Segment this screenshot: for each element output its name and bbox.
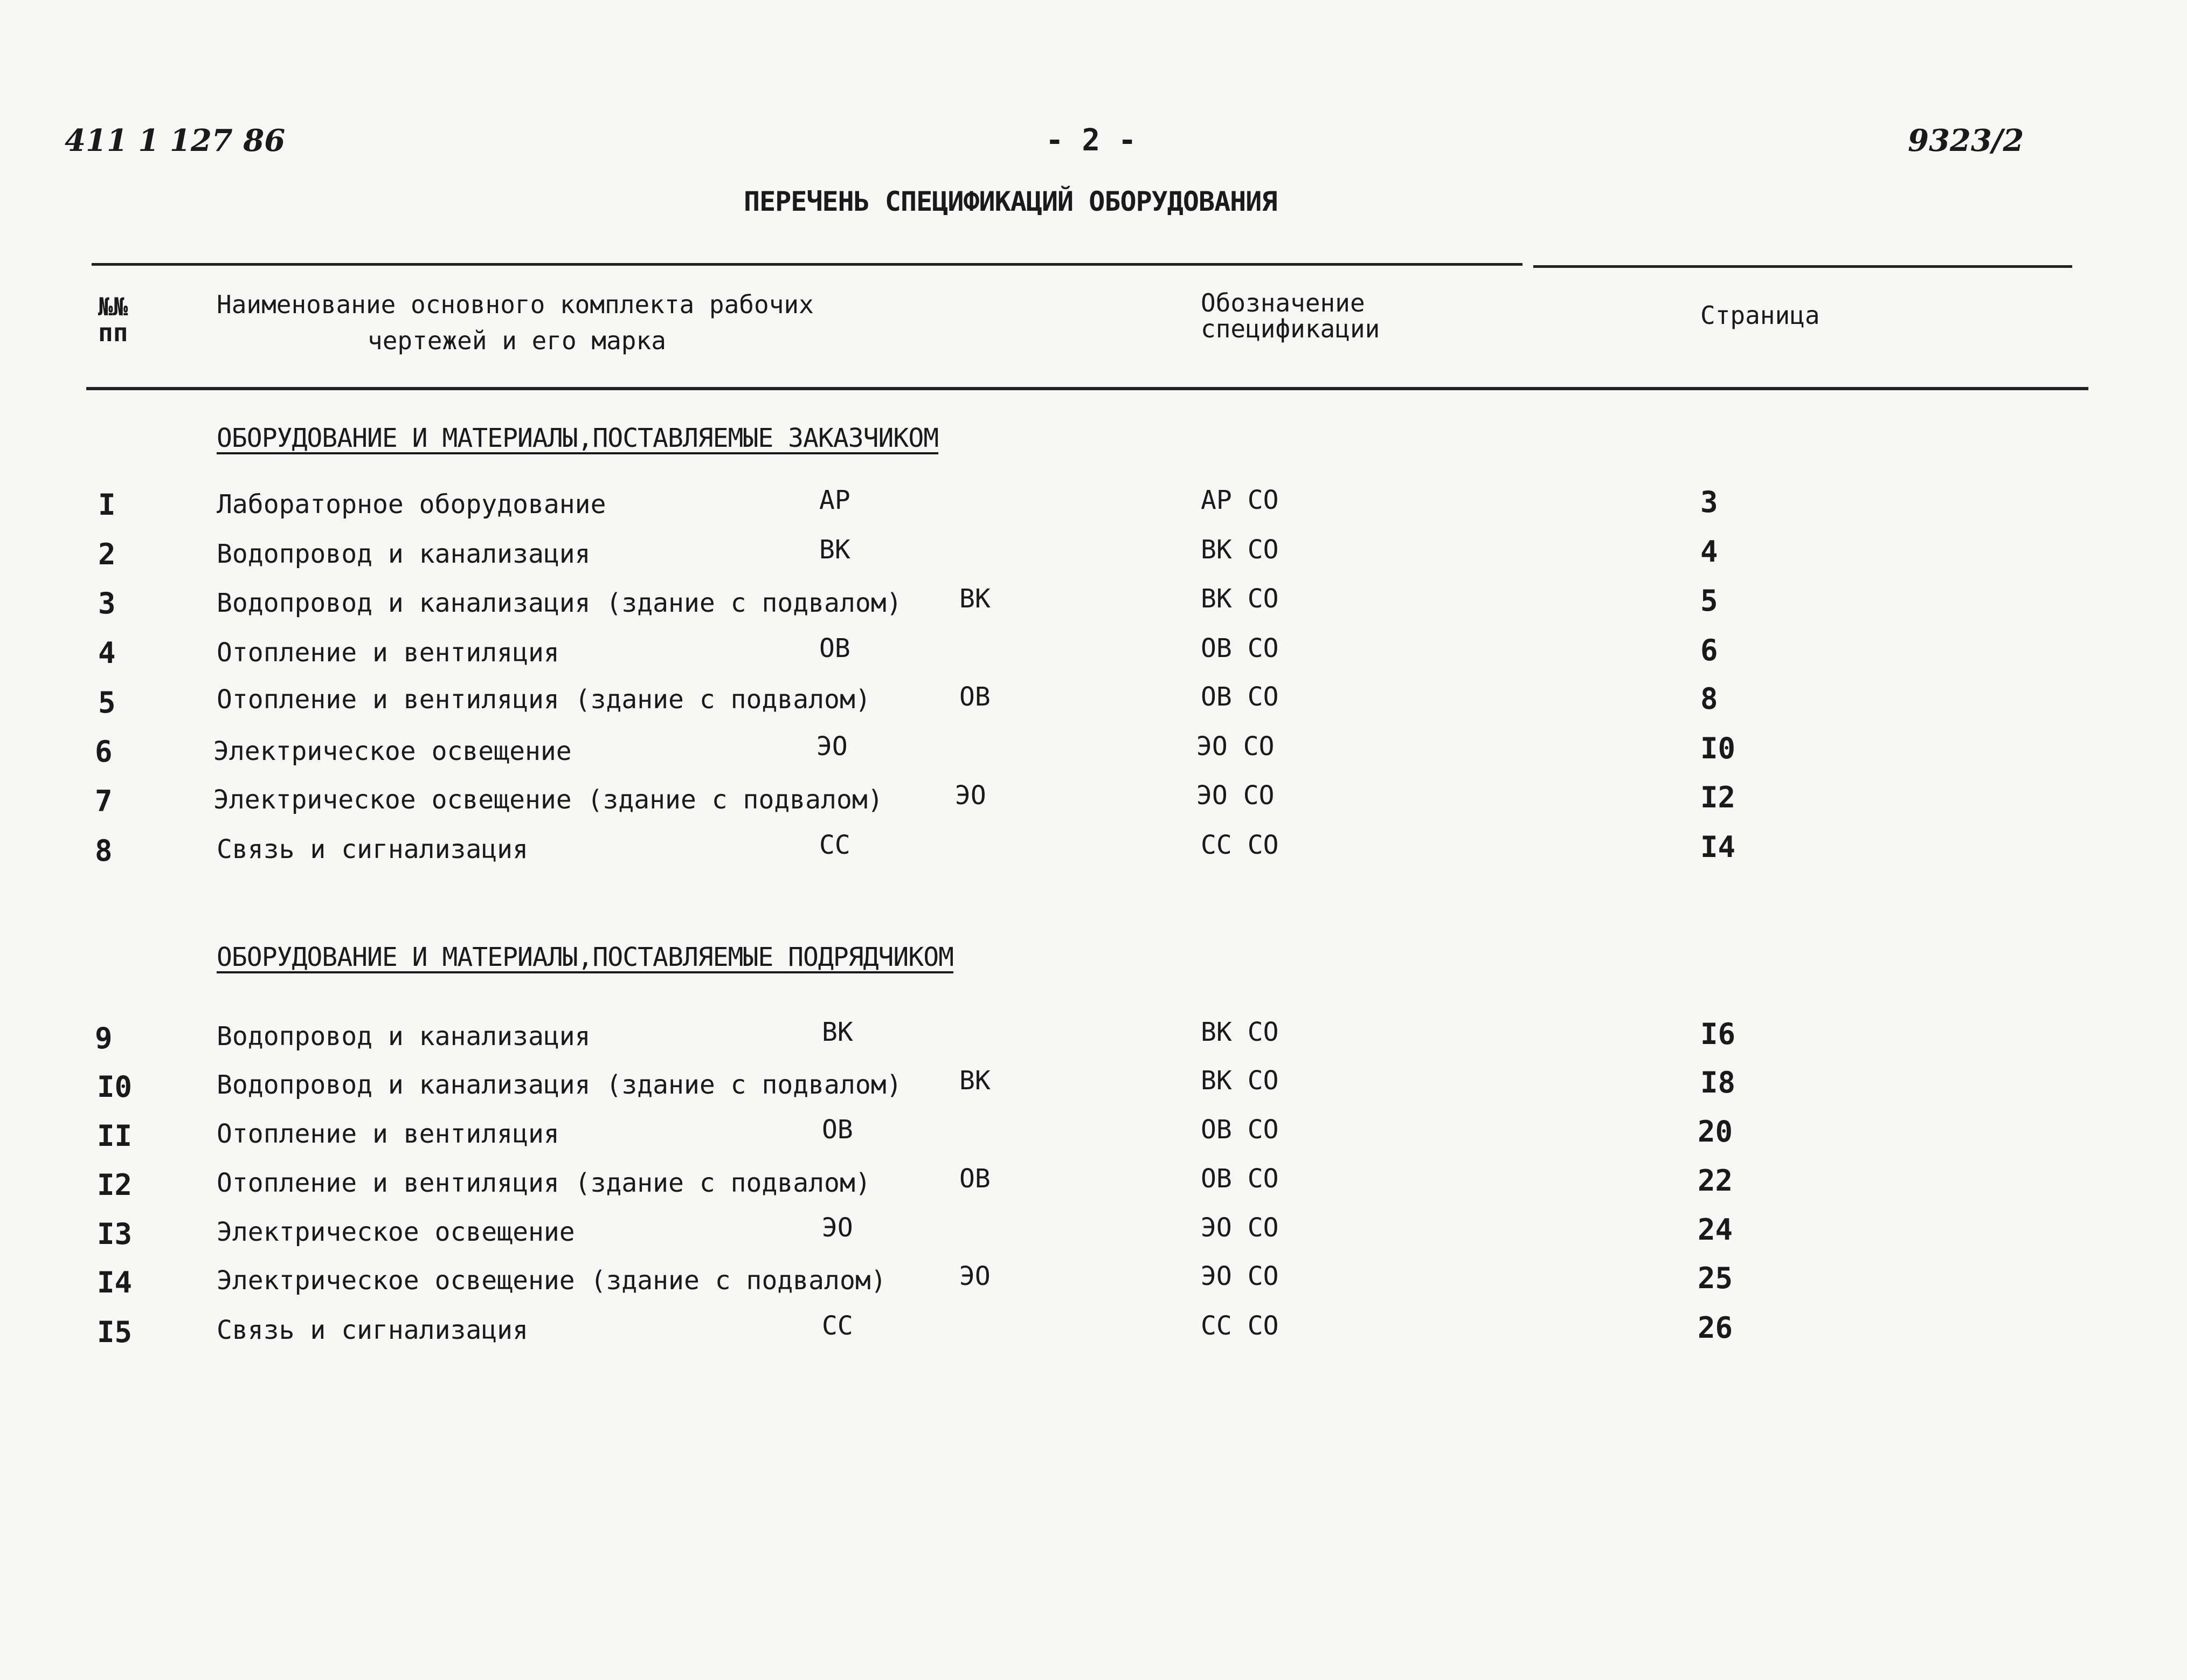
row-page: I2 bbox=[1700, 780, 1736, 814]
row-page: 26 bbox=[1698, 1311, 1733, 1345]
row-mark: ВК bbox=[959, 584, 991, 614]
row-page: 4 bbox=[1700, 535, 1718, 569]
row-name: Электрическое освещение (здание с подвалом) bbox=[217, 1266, 887, 1296]
row-spec: СС СО bbox=[1201, 1311, 1279, 1341]
row-spec: ЭО СО bbox=[1201, 1213, 1279, 1243]
row-name: Связь и сигнализация bbox=[217, 834, 528, 865]
row-spec: ОВ СО bbox=[1201, 1164, 1279, 1194]
row-name: Водопровод и канализация bbox=[217, 1021, 591, 1052]
row-spec: ВК СО bbox=[1201, 535, 1279, 565]
row-mark: ЭО bbox=[822, 1213, 853, 1243]
row-spec: ЭО СО bbox=[1196, 780, 1275, 811]
row-page: I4 bbox=[1700, 830, 1736, 864]
row-number: 3 bbox=[98, 586, 116, 620]
row-name: Отопление и вентиляция (здание с подвалом) bbox=[217, 1168, 871, 1198]
row-number: I0 bbox=[97, 1070, 133, 1104]
row-name: Лабораторное оборудование bbox=[217, 489, 606, 520]
row-page: 20 bbox=[1698, 1115, 1733, 1149]
row-mark: ВК bbox=[959, 1066, 991, 1096]
row-page: 8 bbox=[1700, 682, 1718, 716]
row-number: 6 bbox=[95, 735, 113, 769]
row-number: I2 bbox=[97, 1168, 133, 1202]
row-name: Отопление и вентиляция bbox=[217, 638, 559, 668]
col-header-spec-1: Обозначение bbox=[1201, 288, 1365, 317]
row-number: I5 bbox=[97, 1315, 133, 1349]
doc-code: 411 1 127 86 bbox=[65, 123, 286, 158]
row-spec: СС СО bbox=[1201, 830, 1279, 860]
section-title-customer: ОБОРУДОВАНИЕ И МАТЕРИАЛЫ,ПОСТАВЛЯЕМЫЕ ЗАКАЗЧИКОМ bbox=[217, 423, 939, 453]
row-page: 3 bbox=[1700, 485, 1718, 519]
row-spec: ВК СО bbox=[1201, 584, 1279, 614]
row-number: I3 bbox=[97, 1217, 133, 1251]
row-spec: АР СО bbox=[1201, 485, 1279, 515]
row-page: I6 bbox=[1700, 1017, 1736, 1051]
row-name: Отопление и вентиляция bbox=[217, 1119, 559, 1149]
col-header-spec-2: спецификации bbox=[1201, 314, 1380, 343]
top-rule-left bbox=[92, 263, 1522, 266]
row-name: Электрическое освещение bbox=[217, 1217, 575, 1247]
row-page: 25 bbox=[1698, 1261, 1733, 1295]
row-mark: ОВ bbox=[959, 1164, 991, 1194]
row-name: Водопровод и канализация (здание с подвалом) bbox=[217, 1070, 902, 1100]
top-rule-right bbox=[1533, 265, 2072, 268]
col-header-page: Страница bbox=[1700, 301, 1820, 330]
row-name: Электрическое освещение bbox=[213, 736, 572, 766]
row-number: 9 bbox=[95, 1021, 113, 1055]
row-mark: ОВ bbox=[959, 682, 991, 712]
row-number: I4 bbox=[97, 1266, 133, 1299]
section-title-contractor: ОБОРУДОВАНИЕ И МАТЕРИАЛЫ,ПОСТАВЛЯЕМЫЕ ПОДРЯДЧИКОМ bbox=[217, 942, 954, 972]
row-mark: СС bbox=[819, 830, 850, 860]
row-number: II bbox=[97, 1119, 133, 1153]
row-number: 8 bbox=[95, 834, 113, 868]
row-spec: ОВ СО bbox=[1201, 682, 1279, 712]
row-name: Связь и сигнализация bbox=[217, 1315, 528, 1345]
row-spec: ВК СО bbox=[1201, 1017, 1279, 1047]
row-name: Отопление и вентиляция (здание с подвалом) bbox=[217, 685, 871, 715]
row-spec: ЭО СО bbox=[1196, 731, 1275, 762]
row-mark: ОВ bbox=[819, 633, 850, 663]
row-page: I0 bbox=[1700, 731, 1736, 765]
row-number: 7 bbox=[95, 784, 113, 818]
header-rule bbox=[86, 387, 2088, 390]
row-mark: ВК bbox=[819, 535, 850, 565]
row-spec: ОВ СО bbox=[1201, 633, 1279, 663]
row-number: 2 bbox=[98, 537, 116, 571]
row-mark: СС bbox=[822, 1311, 853, 1341]
row-page: 24 bbox=[1698, 1213, 1733, 1247]
row-name: Водопровод и канализация bbox=[217, 539, 591, 569]
row-number: 4 bbox=[98, 636, 116, 670]
row-spec: ЭО СО bbox=[1201, 1261, 1279, 1291]
row-page: 6 bbox=[1700, 633, 1718, 667]
row-mark: ЭО bbox=[959, 1261, 991, 1291]
row-mark: ВК bbox=[822, 1017, 853, 1047]
page-title: ПЕРЕЧЕНЬ СПЕЦИФИКАЦИЙ ОБОРУДОВАНИЯ bbox=[744, 186, 1277, 217]
row-mark: АР bbox=[819, 485, 850, 515]
row-page: 22 bbox=[1698, 1164, 1733, 1198]
row-number: 5 bbox=[98, 686, 116, 720]
col-header-name-2: чертежей и его марка bbox=[368, 326, 666, 355]
row-mark: ОВ bbox=[822, 1115, 853, 1145]
row-mark: ЭО bbox=[816, 731, 848, 762]
row-page: 5 bbox=[1700, 584, 1718, 618]
row-name: Водопровод и канализация (здание с подвалом) bbox=[217, 588, 902, 618]
row-spec: ВК СО bbox=[1201, 1066, 1279, 1096]
col-header-num: №№ пп bbox=[98, 292, 128, 347]
album-number: 9323/2 bbox=[1908, 123, 2024, 158]
row-spec: ОВ СО bbox=[1201, 1115, 1279, 1145]
row-mark: ЭО bbox=[955, 780, 986, 811]
row-page: I8 bbox=[1700, 1066, 1736, 1100]
row-name: Электрическое освещение (здание с подвалом) bbox=[213, 785, 883, 815]
page-number: - 2 - bbox=[1046, 123, 1137, 158]
col-header-name-1: Наименование основного комплекта рабочих bbox=[217, 290, 814, 319]
row-number: I bbox=[98, 488, 116, 522]
